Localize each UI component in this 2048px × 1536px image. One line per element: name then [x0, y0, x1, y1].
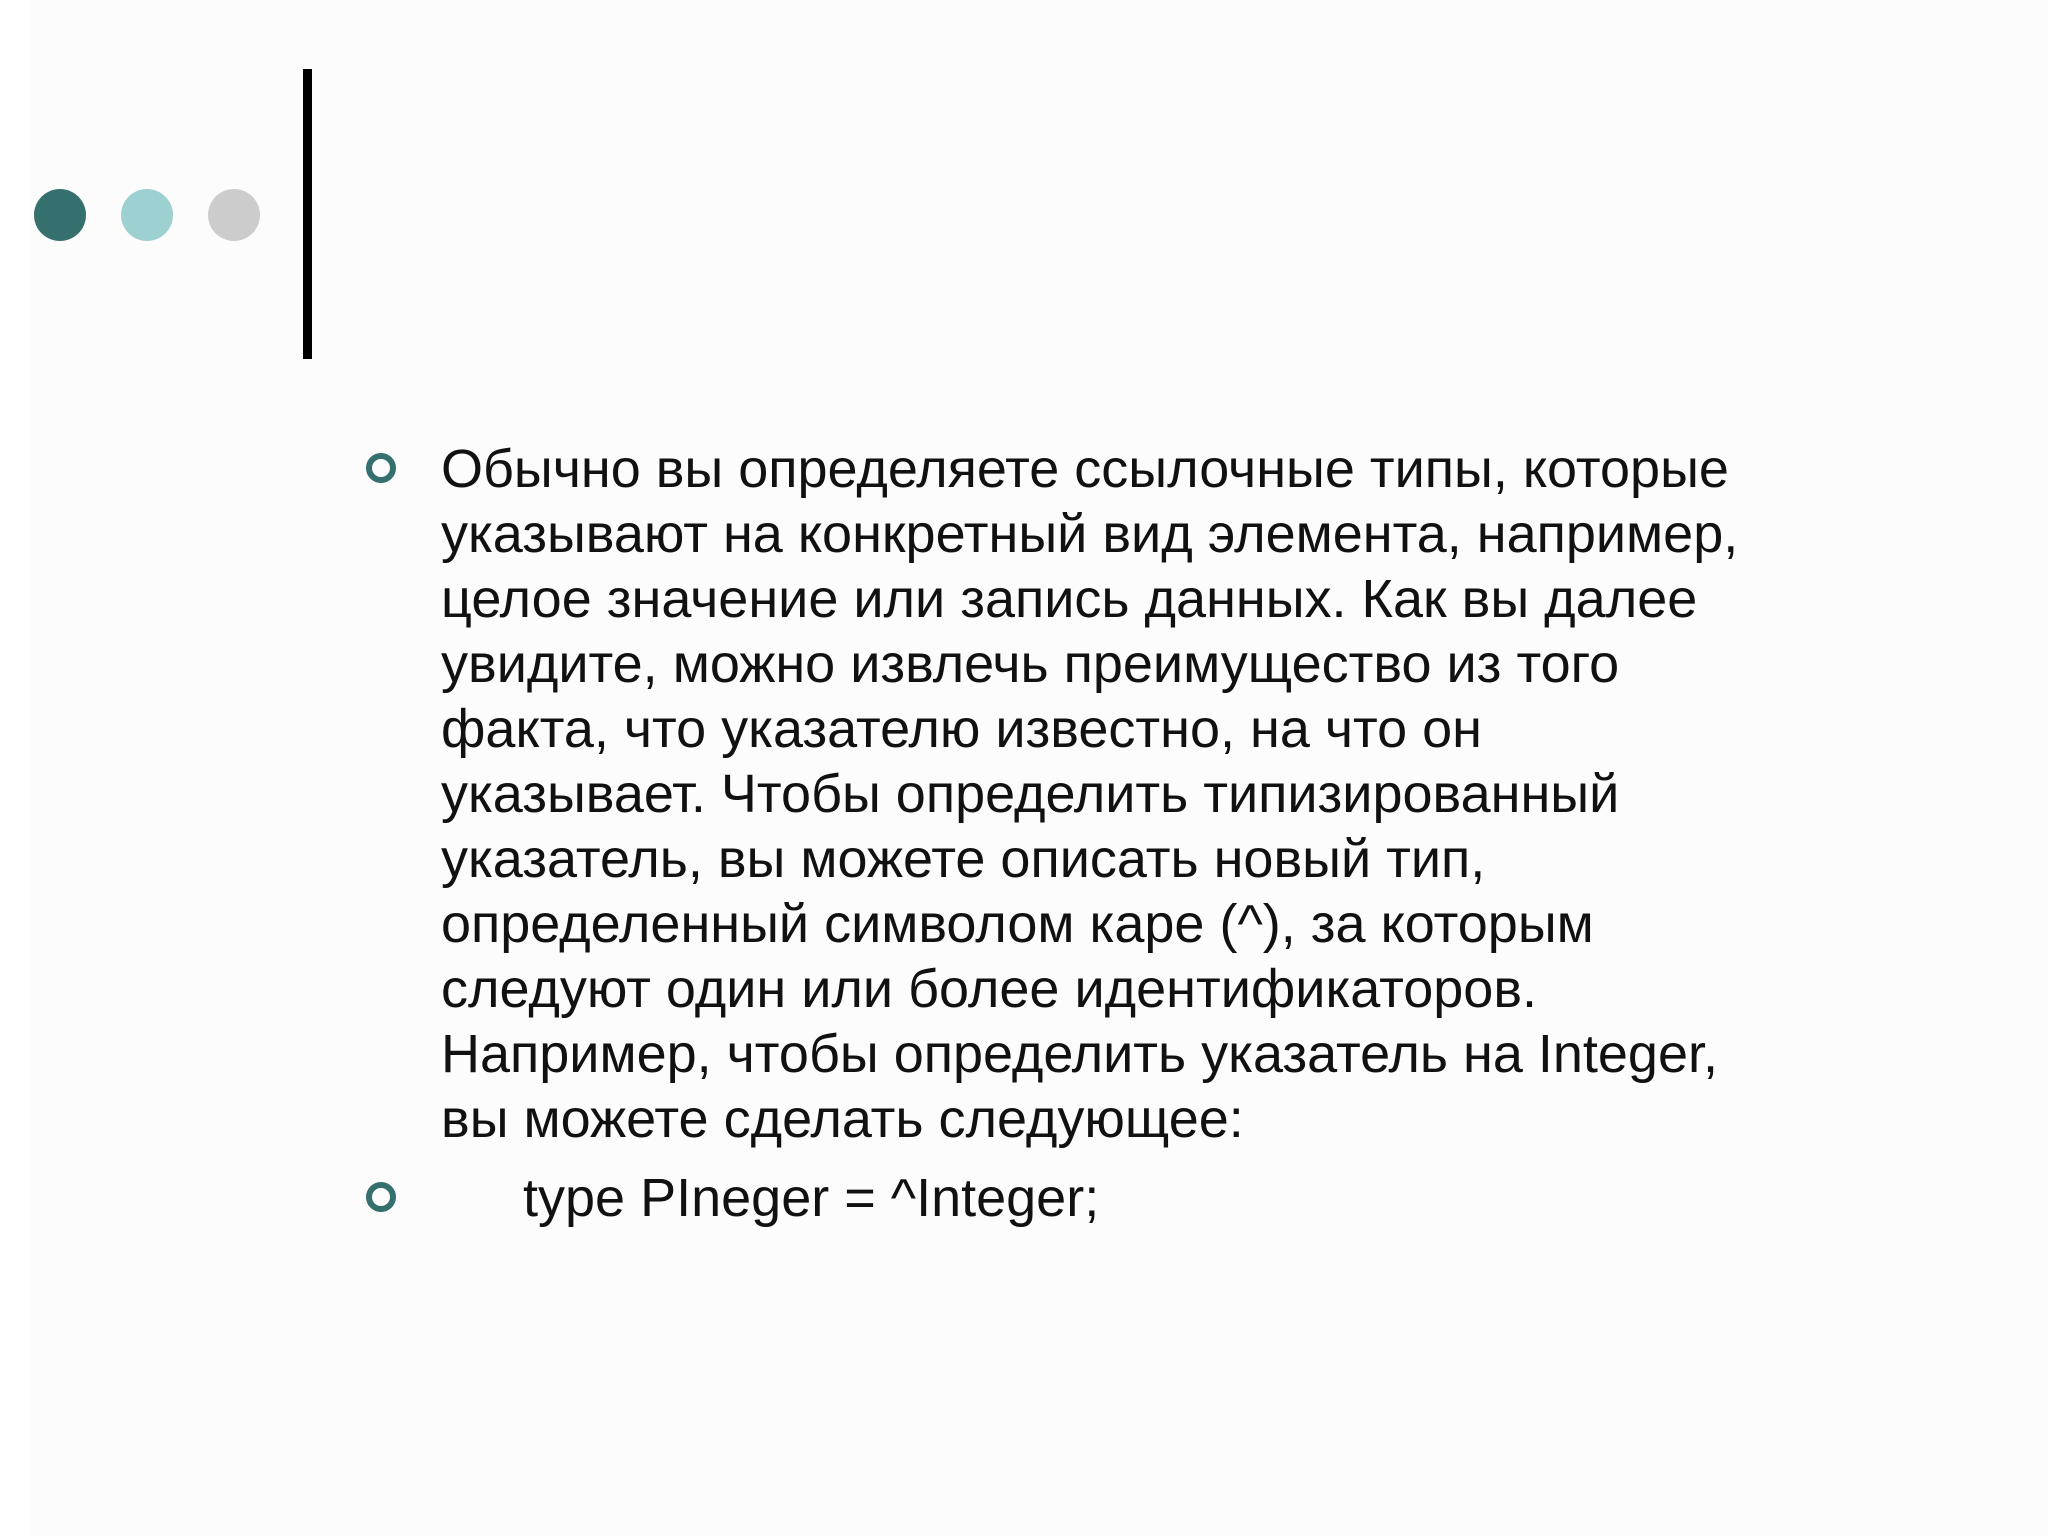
decorative-dot-light-teal	[121, 189, 173, 241]
decorative-dot-gray	[208, 189, 260, 241]
decorative-dot-dark-teal	[34, 189, 86, 241]
code-bullet-text: type PIneger = ^Integer;	[523, 1168, 1100, 1228]
title-divider-line	[303, 69, 312, 359]
hollow-circle-bullet-icon	[366, 453, 396, 483]
bullet-text: Обычно вы определяете ссылочные типы, которые указывают на конкретный вид элемента, например, целое значение или запись данных. Как вы далее увидите, можно извлечь преимущество из того факта, что указателю известно, на что он указывает. Чтобы определить типизированный указатель, вы можете описать новый тип, определенный символом каре (^), за которым следуют один или более идентификаторов. Например, чтобы определить указатель на Integer, вы можете сделать следующее:	[441, 439, 1739, 1149]
hollow-circle-bullet-icon	[366, 1182, 396, 1212]
